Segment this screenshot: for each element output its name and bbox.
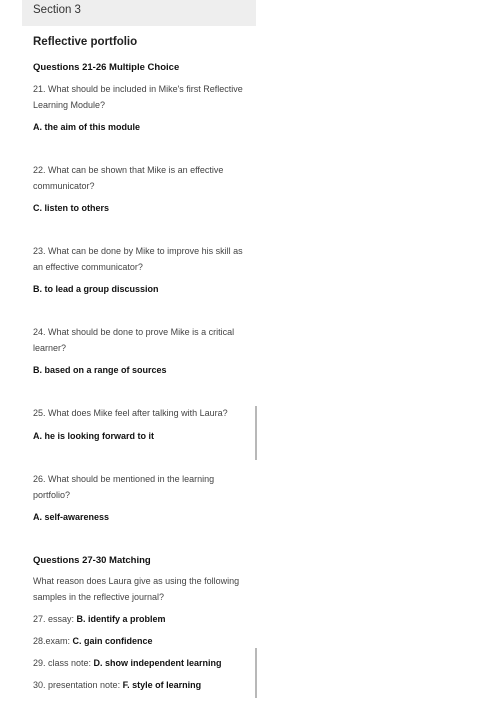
answer-24: B. based on a range of sources xyxy=(33,365,167,375)
answer-26: A. self-awareness xyxy=(33,512,110,522)
matching-item-29 xyxy=(33,658,222,668)
matching-item-27 xyxy=(33,614,166,624)
page-title: Reflective portfolio xyxy=(33,36,138,48)
matching-label: 28.exam: xyxy=(33,636,73,646)
question-24: 24. What should be done to prove Mike is a critical learner? xyxy=(33,327,235,353)
section-header-label: Section 3 xyxy=(33,4,81,16)
matching-label: 29. class note: xyxy=(33,658,94,668)
matching-label: 30. presentation note: xyxy=(33,680,123,690)
matching-label: 27. essay: xyxy=(33,614,77,624)
matching-prompt: What reason does Laura give as using the following samples in the reflective journal? xyxy=(33,576,240,602)
matching-answer: D. show independent learning xyxy=(93,658,222,668)
matching-answer: F. style of learning xyxy=(122,680,202,690)
matching-item-30 xyxy=(33,680,201,690)
answer-25: A. he is looking forward to it xyxy=(33,431,155,441)
answer-23: B. to lead a group discussion xyxy=(33,284,159,294)
multiple-choice-heading: Questions 21-26 Multiple Choice xyxy=(33,62,180,73)
question-25: 25. What does Mike feel after talking with Laura? xyxy=(33,408,228,418)
matching-heading: Questions 27-30 Matching xyxy=(33,555,151,566)
question-21: 21. What should be included in Mike's first Reflective Learning Module? xyxy=(33,84,243,110)
scroll-indicator-top[interactable] xyxy=(255,406,257,460)
scroll-indicator-bottom[interactable] xyxy=(255,648,257,698)
question-26: 26. What should be mentioned in the learning portfolio? xyxy=(33,474,215,500)
matching-answer: C. gain confidence xyxy=(72,636,153,646)
answer-22: C. listen to others xyxy=(33,203,110,213)
question-22: 22. What can be shown that Mike is an effective communicator? xyxy=(33,165,224,191)
answer-21: A. the aim of this module xyxy=(33,122,141,132)
matching-answer: B. identify a problem xyxy=(76,614,166,624)
question-23: 23. What can be done by Mike to improve his skill as an effective communicator? xyxy=(33,246,243,272)
matching-item-28 xyxy=(33,636,153,646)
section-header xyxy=(22,0,256,26)
